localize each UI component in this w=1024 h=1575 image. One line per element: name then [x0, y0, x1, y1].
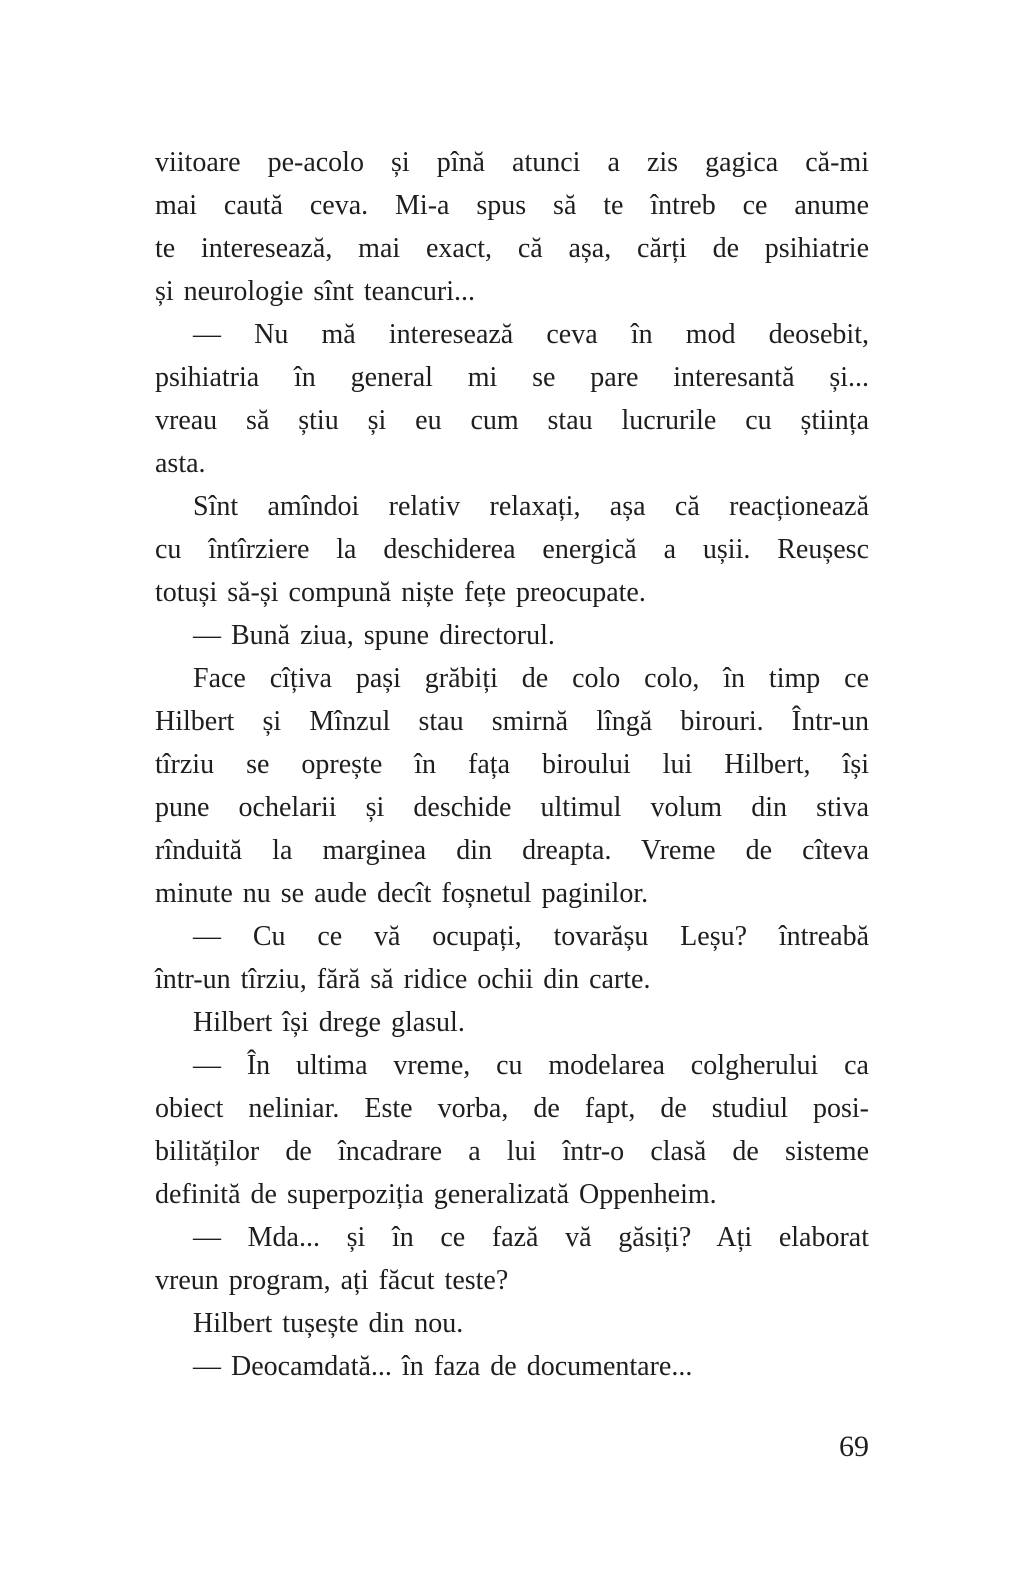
paragraph — [155, 1216, 869, 1302]
paragraph — [155, 1044, 869, 1216]
text-line: vreun program, ați făcut teste? — [155, 1265, 509, 1296]
text-line: într-un tîrziu, fără să ridice ochii din carte. — [155, 964, 651, 995]
text-line: totuși să-și compună niște fețe preocupate. — [155, 577, 646, 608]
paragraph — [155, 915, 869, 1001]
paragraph — [155, 614, 869, 657]
text-line: Hilbert tușește din nou. — [193, 1308, 464, 1339]
paragraph — [155, 313, 869, 485]
text-line: — Deocamdată... în faza de documentare... — [193, 1351, 693, 1382]
text-line: viitoare pe-acolo și pînă atunci a zis gagica că-mi — [155, 147, 869, 178]
text-line: — Bună ziua, spune directorul. — [193, 620, 555, 651]
text-line: pune ochelarii și deschide ultimul volum din stiva — [155, 792, 869, 823]
text-line: — În ultima vreme, cu modelarea colgherului ca — [193, 1050, 869, 1081]
text-line: Hilbert își drege glasul. — [193, 1007, 465, 1038]
text-line: — Cu ce vă ocupați, tovarășu Leșu? întreabă — [193, 921, 869, 952]
text-line: minute nu se aude decît foșnetul paginilor. — [155, 878, 649, 909]
text-line: — Nu mă interesează ceva în mod deosebit, — [193, 319, 869, 350]
text-line: și neurologie sînt teancuri... — [155, 276, 476, 307]
text-line: asta. — [155, 448, 206, 479]
page-number: 69 — [839, 1430, 869, 1463]
text-line: Sînt amîndoi relativ relaxați, așa că reacționează — [193, 491, 869, 522]
paragraph — [155, 657, 869, 915]
paragraph — [155, 1302, 869, 1345]
text-line: bilităților de încadrare a lui într-o clasă de sisteme — [155, 1136, 869, 1167]
text-line: — Mda... și în ce fază vă găsiți? Ați elaborat — [193, 1222, 869, 1253]
paragraph — [155, 1001, 869, 1044]
text-line: cu întîrziere la deschiderea energică a ușii. Reușesc — [155, 534, 869, 565]
text-line: definită de superpoziția generalizată Oppenheim. — [155, 1179, 717, 1210]
text-line: tîrziu se oprește în fața biroului lui Hilbert, își — [155, 749, 869, 780]
text-line: obiect neliniar. Este vorba, de fapt, de studiul posi- — [155, 1093, 869, 1124]
text-line: mai caută ceva. Mi-a spus să te întreb ce anume — [155, 190, 869, 221]
text-line: Hilbert și Mînzul stau smirnă lîngă birouri. Într-un — [155, 706, 869, 737]
text-line: Face cîțiva pași grăbiți de colo colo, în timp ce — [193, 663, 869, 694]
text-block — [155, 141, 869, 1388]
text-line: rînduită la marginea din dreapta. Vreme de cîteva — [155, 835, 869, 866]
paragraph — [155, 141, 869, 313]
paragraph — [155, 1345, 869, 1388]
paragraph — [155, 485, 869, 614]
text-line: te interesează, mai exact, că așa, cărți de psihiatrie — [155, 233, 869, 264]
text-line: vreau să știu și eu cum stau lucrurile cu știința — [155, 405, 869, 436]
text-line: psihiatria în general mi se pare interesantă și... — [155, 362, 869, 393]
